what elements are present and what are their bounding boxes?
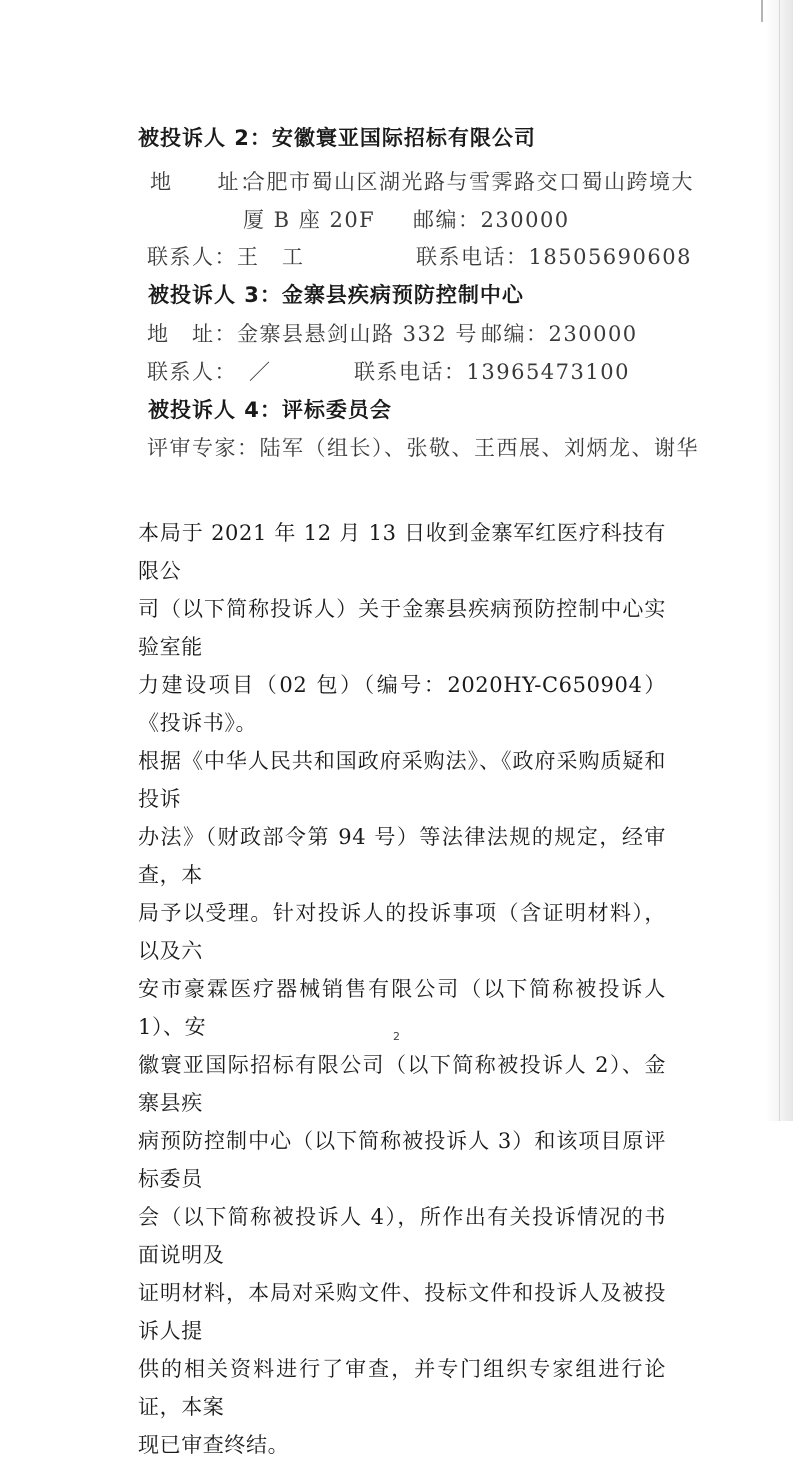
respondent4-heading: 被投诉人 4：评标委员会: [148, 398, 392, 422]
page-number: 2: [393, 1030, 400, 1043]
respondent4-experts: 评审专家：陆军（组长）、张敬、王西展、刘炳龙、谢华: [147, 436, 699, 460]
respondent2-address-line2: 厦 B 座 20F: [243, 208, 376, 232]
respondent3-phone: 联系电话：13965473100: [354, 360, 630, 384]
scan-edge-mark: [761, 0, 763, 22]
respondent2-postcode: 邮编：230000: [413, 208, 570, 232]
respondent3-postcode: 邮编：230000: [481, 322, 638, 346]
scan-edge-line: [779, 0, 780, 1121]
respondent3-address: 地 址：金寨县悬剑山路 332 号: [147, 322, 478, 346]
respondent2-address-line1: 合肥市蜀山区湖光路与雪霁路交口蜀山跨境大: [244, 170, 694, 194]
respondent2-address-label: 地 址：: [150, 170, 263, 194]
respondent3-contact: 联系人： ／: [147, 360, 272, 384]
respondent2-heading: 被投诉人 2：安徽寰亚国际招标有限公司: [138, 126, 536, 150]
body-paragraph: 本局于 2021 年 12 月 13 日收到金寨军红医疗科技有限公 司（以下简称投诉人）关于金寨县疾病预防控制中心实验室能 力建设项目（02 包）（编号：2020HY-C650904）《投诉书》。 根据《中华人民共和国政府采购法》、《政府采购质疑和投诉 办法》（财政部令第 94 号）等法律法规的规定，经审查，本 局予以受理。针对投诉人的投诉事项（含证明材料），以及六 安市豪霖医疗器械销售有限公司（以下简称被投诉人 1）、安 徽寰亚国际招标有限公司（以下简称被投诉人 2）、金寨县疾 病预防控制中心（以下简称被投诉人 3）和该项目原评标委员 会（以下简称被投诉人 4），所作出有关投诉情况的书面说明及 证明材料，本局对采购文件、投标文件和投诉人及被投诉人提 供的相关资料进行了审查，并专门组织专家组进行论证，本案 现已审查终结。: [138, 521, 666, 1457]
respondent2-phone: 联系电话：18505690608: [416, 245, 692, 269]
respondent2-contact: 联系人：王 工: [147, 245, 305, 269]
respondent3-heading: 被投诉人 3：金寨县疾病预防控制中心: [148, 283, 524, 307]
